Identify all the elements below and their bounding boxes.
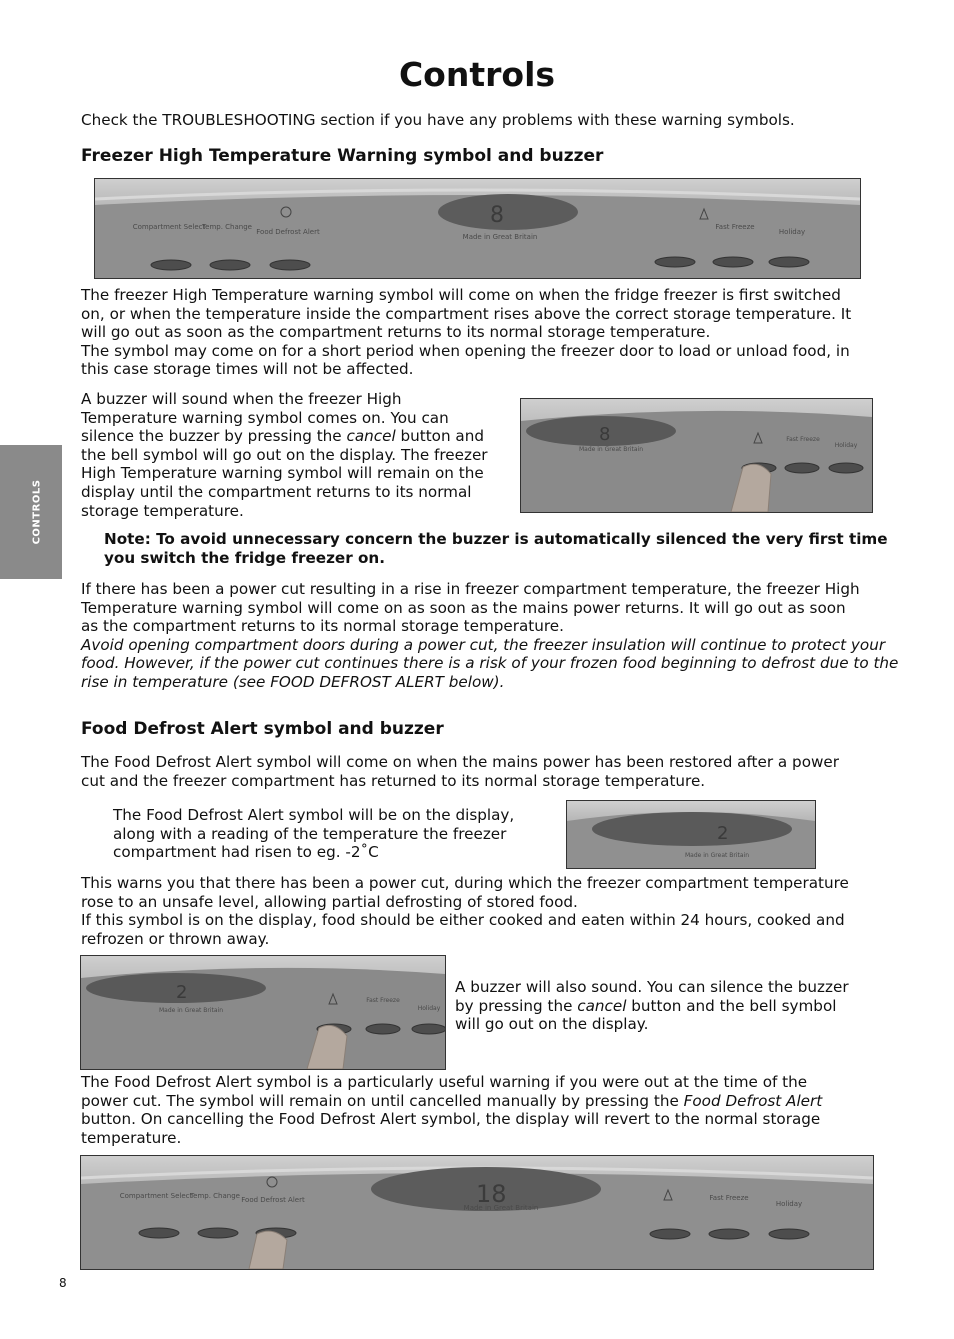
svg-text:Made in Great Britain: Made in Great Britain — [463, 1204, 539, 1212]
page-number: 8 — [59, 1276, 67, 1290]
svg-text:2: 2 — [717, 823, 729, 844]
side-tab: CONTROLS — [0, 445, 62, 579]
section2-display-text: The Food Defrost Alert symbol will be on the display, along with a reading of the temperature the freezer compartment had risen to eg. -2˚C — [113, 806, 515, 862]
section1-heading: Freezer High Temperature Warning symbol and buzzer — [81, 146, 604, 166]
cancel-press-photo-1 — [520, 398, 873, 513]
svg-text:Holiday: Holiday — [834, 442, 858, 449]
svg-text:Compartment Select: Compartment Select — [119, 1192, 193, 1200]
panel-label-holiday: Holiday — [778, 228, 806, 236]
section2-para1: The Food Defrost Alert symbol will come on when the mains power has been restored after a power cut and the freezer compartment has returned to its normal storage temperature. — [81, 753, 839, 790]
svg-text:18: 18 — [476, 1180, 507, 1208]
section2-heading: Food Defrost Alert symbol and buzzer — [81, 719, 444, 739]
defrost-display-photo — [566, 800, 816, 869]
page-title: Controls — [398, 55, 556, 94]
svg-text:Holiday: Holiday — [775, 1200, 803, 1208]
section1-buzzer-text: A buzzer will sound when the freezer High Temperature warning symbol comes on. You can silence the buzzer by pressing the cancel button and the bell symbol will go out on the display. The freezer High Temperature warning symbol will remain on the display until the compartment returns to its normal storage temperature. — [81, 390, 488, 520]
control-panel-photo-2 — [80, 1155, 874, 1270]
section2-para3: The Food Defrost Alert symbol is a particularly useful warning if you were out at the time of the power cut. The symbol will remain on until cancelled manually by pressing the Food Defrost Alert button. On cancelling the Food Defrost Alert symbol, the display will revert to the normal storage temperature. — [81, 1073, 823, 1147]
svg-text:Holiday: Holiday — [417, 1005, 441, 1012]
panel-label-fast: Fast Freeze — [715, 223, 755, 231]
note-text: Note: To avoid unnecessary concern the buzzer is automatically silenced the very first time you switch the fridge freezer on. — [104, 530, 888, 567]
intro-text: Check the TROUBLESHOOTING section if you have any problems with these warning symbols. — [81, 111, 795, 129]
section1-para2: If there has been a power cut resulting in a rise in freezer compartment temperature, the freezer High Temperature warning symbol will come on as soon as the mains power returns. It will go out as soon as the compartment returns to its normal storage temperature. Avoid opening compartment doors during a power cut, the freezer insulation will continue to protect your food. However, if the power cut continues there is a risk of your frozen food beginning to defrost due to the rise in temperature (see FOOD DEFROST ALERT below). — [81, 580, 899, 691]
svg-text:Fast Freeze: Fast Freeze — [786, 436, 820, 443]
svg-text:Made in Great Britain: Made in Great Britain — [159, 1007, 223, 1014]
section1-para1: The freezer High Temperature warning symbol will come on when the fridge freezer is first switched on, or when the temperature inside the compartment rises above the correct storage temperature. It will go out as soon as the compartment returns to its normal storage temperature. The symbol may come on for a short period when opening the freezer door to load or unload food, in this case storage times will not be affected. — [81, 286, 852, 379]
svg-text:Temp. Change: Temp. Change — [190, 1192, 240, 1200]
section2-buzzer-text: A buzzer will also sound. You can silence the buzzer by pressing the cancel button and the bell symbol will go out on the display. — [455, 978, 849, 1034]
svg-text:8: 8 — [599, 424, 611, 445]
panel-label-defrost: Food Defrost Alert — [256, 228, 320, 236]
panel-label-temp: Temp. Change — [202, 223, 252, 231]
svg-text:8: 8 — [490, 203, 504, 228]
cancel-press-photo-2 — [80, 955, 446, 1070]
svg-text:Made in Great Britain: Made in Great Britain — [685, 852, 749, 859]
svg-text:Fast Freeze: Fast Freeze — [366, 997, 400, 1004]
section2-para2: This warns you that there has been a power cut, during which the freezer compartment temperature rose to an unsafe level, allowing partial defrosting of stored food. If this symbol is on the display, food should be either cooked and eaten within 24 hours, cooked and refrozen or thrown away. — [81, 874, 849, 948]
panel-label-made: Made in Great Britain — [462, 233, 538, 241]
panel-label-compartment: Compartment Select — [132, 223, 206, 231]
svg-text:Food Defrost Alert: Food Defrost Alert — [241, 1196, 305, 1204]
svg-text:Fast Freeze: Fast Freeze — [709, 1194, 749, 1202]
svg-text:2: 2 — [176, 982, 188, 1003]
control-panel-photo-1 — [94, 178, 861, 279]
svg-text:Made in Great Britain: Made in Great Britain — [579, 446, 643, 453]
